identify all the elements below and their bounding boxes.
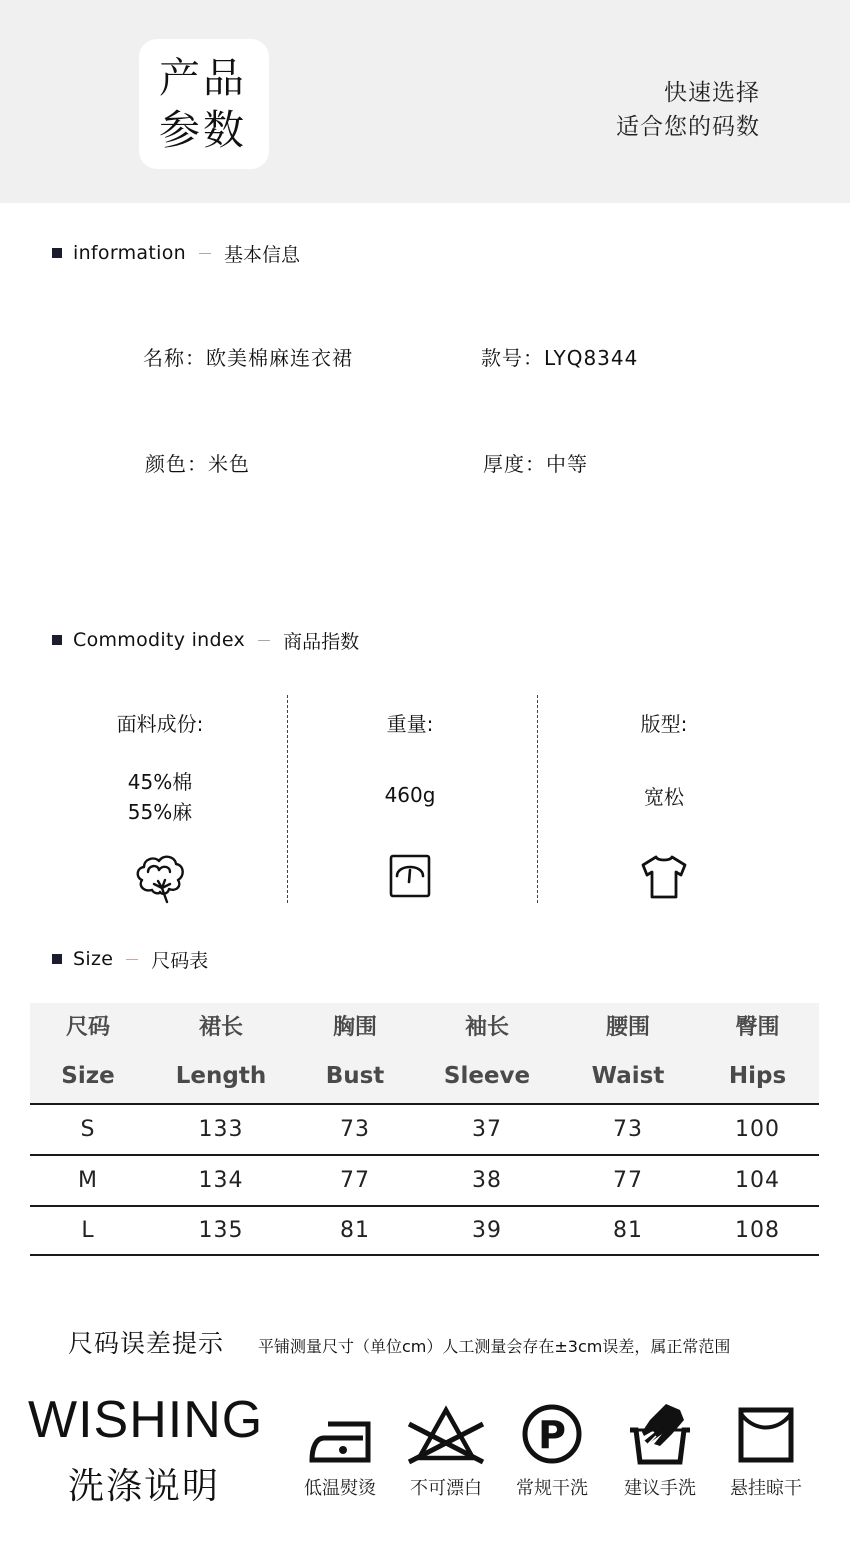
bullet-square-icon (52, 635, 62, 645)
header-en: Waist (591, 1063, 665, 1089)
cell-hips: 108 (735, 1218, 780, 1243)
section-title-cn: 尺码表 (151, 949, 209, 972)
badge-line-1: 产品 (159, 54, 247, 102)
section-title-en: information (73, 242, 186, 264)
care-item-no-bleach (396, 1400, 496, 1499)
section-title-cn: 商品指数 (283, 630, 360, 653)
cell-length: 135 (198, 1218, 244, 1243)
bullet-square-icon (52, 248, 62, 258)
cotton-icon (132, 850, 188, 904)
cell-waist: 81 (613, 1218, 643, 1243)
tshirt-icon (636, 850, 692, 904)
header-bust (296, 1003, 414, 1103)
index-weight (310, 695, 510, 903)
section-header-commodity-index (52, 628, 359, 652)
size-table-header (30, 1003, 819, 1103)
info-color: 颜色：米色 (145, 452, 250, 476)
washing-title: WISHING (28, 1391, 264, 1449)
header-length (146, 1003, 296, 1103)
info-thickness: 厚度：中等 (483, 452, 588, 476)
index-title: 版型: (640, 712, 688, 736)
section-title-en: Commodity index (73, 629, 246, 651)
cell-length: 133 (198, 1117, 244, 1142)
separator-dash (199, 253, 211, 254)
size-chart-table (30, 1003, 819, 1256)
header-zh: 裙长 (198, 1015, 243, 1040)
cell-bust: 81 (340, 1218, 370, 1243)
scale-icon (382, 850, 438, 904)
cell-hips: 104 (735, 1168, 780, 1193)
no-bleach-icon (401, 1400, 491, 1466)
table-row (30, 1205, 819, 1256)
cell-length: 134 (198, 1168, 244, 1193)
cell-hips: 100 (735, 1117, 780, 1142)
header-hips (696, 1003, 819, 1103)
index-fabric-composition (60, 695, 260, 903)
index-title: 面料成份: (116, 712, 204, 736)
separator-dash (258, 640, 270, 641)
section-title-en: Size (73, 948, 114, 970)
index-value-line-2: 55%麻 (127, 800, 193, 824)
index-value-line-1: 45%棉 (127, 770, 193, 794)
table-row (30, 1154, 819, 1205)
cell-sleeve: 37 (472, 1117, 502, 1142)
hero-tagline (616, 76, 760, 144)
header-zh: 尺码 (65, 1015, 110, 1040)
size-error-tip-text: 平铺测量尺寸（单位cm）人工测量会存在±3cm误差，属正常范围 (258, 1337, 731, 1356)
section-header-size (52, 947, 208, 971)
index-title: 重量: (386, 712, 434, 736)
header-size (30, 1003, 146, 1103)
header-en: Length (175, 1063, 267, 1089)
cell-size: L (81, 1218, 95, 1243)
section-title-cn: 基本信息 (223, 243, 300, 266)
cell-sleeve: 38 (472, 1168, 502, 1193)
line-dry-icon (733, 1400, 799, 1466)
care-label: 常规干洗 (516, 1478, 588, 1499)
cell-bust: 73 (340, 1117, 370, 1142)
index-divider (287, 695, 288, 903)
header-zh: 臀围 (735, 1015, 780, 1040)
header-en: Hips (728, 1063, 787, 1089)
care-item-hand-wash (610, 1400, 710, 1499)
cell-waist: 73 (613, 1117, 643, 1142)
bullet-square-icon (52, 954, 62, 964)
care-item-line-dry (716, 1400, 816, 1499)
header-en: Sleeve (443, 1063, 531, 1089)
hand-wash-icon (622, 1400, 698, 1466)
header-zh: 腰围 (605, 1015, 650, 1040)
care-label: 建议手洗 (624, 1478, 696, 1499)
size-error-tip-title: 尺码误差提示 (68, 1329, 225, 1358)
separator-dash (126, 959, 138, 960)
cell-size: S (80, 1117, 96, 1142)
hero-tagline-line-1: 快速选择 (664, 80, 760, 106)
header-sleeve (414, 1003, 560, 1103)
index-value: 宽松 (644, 785, 684, 809)
header-en: Bust (325, 1063, 385, 1089)
hero-tagline-line-2: 适合您的码数 (616, 114, 760, 140)
info-style-number: 款号：LYQ8344 (481, 346, 639, 370)
care-label: 低温熨烫 (304, 1478, 376, 1499)
header-en: Size (61, 1063, 115, 1089)
index-value: 460g (384, 783, 436, 807)
dry-clean-p-icon (517, 1400, 587, 1466)
section-header-information (52, 241, 300, 265)
iron-low-temp-icon (302, 1400, 378, 1466)
header-zh: 胸围 (332, 1015, 377, 1040)
care-label: 悬挂晾干 (730, 1478, 802, 1499)
cell-sleeve: 39 (472, 1218, 502, 1243)
badge-line-2: 参数 (159, 106, 247, 154)
table-row (30, 1103, 819, 1154)
washing-subtitle: 洗涤说明 (68, 1466, 221, 1507)
svg-text:P: P (538, 1413, 566, 1457)
care-label: 不可漂白 (410, 1478, 482, 1499)
cell-waist: 77 (613, 1168, 643, 1193)
index-divider (537, 695, 538, 903)
product-params-badge (139, 39, 269, 169)
info-product-name: 名称：欧美棉麻连衣裙 (143, 346, 353, 370)
cell-size: M (78, 1168, 98, 1193)
hero-banner (0, 0, 850, 203)
index-fit (564, 695, 764, 903)
care-item-dry-clean (502, 1400, 602, 1499)
header-waist (560, 1003, 696, 1103)
cell-bust: 77 (340, 1168, 370, 1193)
care-item-low-iron (290, 1400, 390, 1499)
header-zh: 袖长 (464, 1015, 509, 1040)
